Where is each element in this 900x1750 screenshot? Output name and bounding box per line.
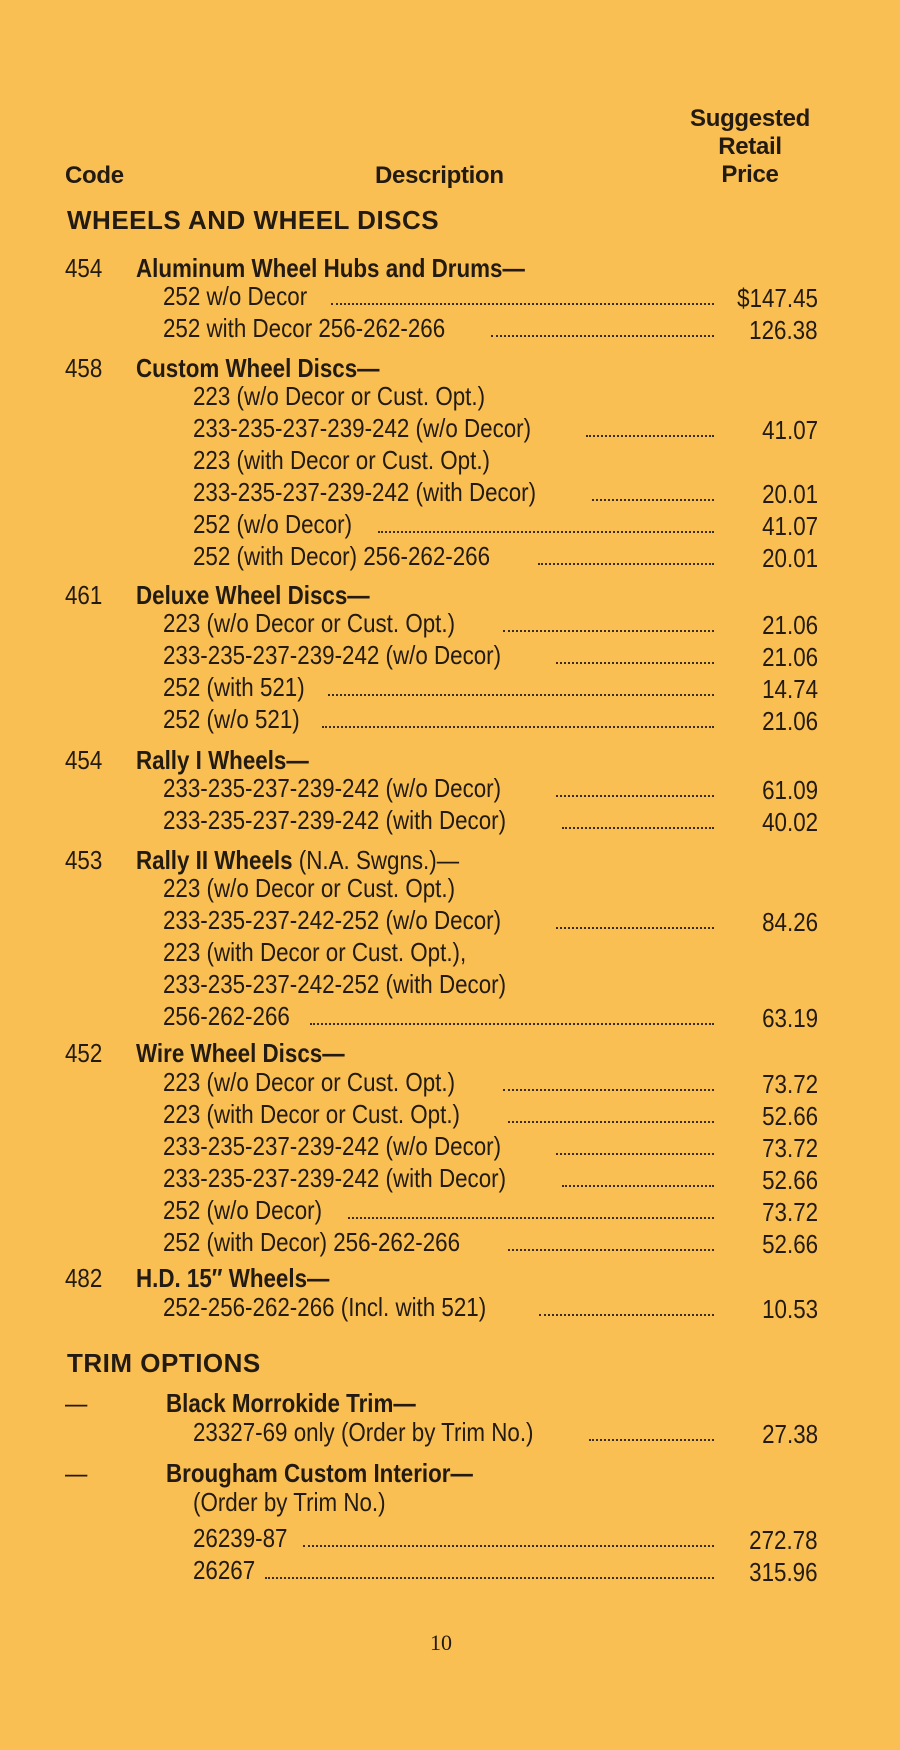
- price-value: 27.38: [762, 1419, 818, 1449]
- price-line: [163, 772, 720, 804]
- line-text: 233-235-237-239-242 (with Decor): [163, 805, 507, 835]
- dot-leader: [328, 694, 714, 696]
- price-line: [163, 1098, 720, 1130]
- line-text: 223 (with Decor or Cust. Opt.): [163, 1099, 460, 1129]
- dot-leader: [562, 827, 714, 829]
- page-number: 10: [430, 1630, 452, 1655]
- line-text: 233-235-237-242-252 (w/o Decor): [163, 905, 502, 935]
- price-value: $147.45: [737, 283, 818, 313]
- item-title: Wire Wheel Discs—: [136, 1038, 345, 1068]
- price-value: 52.66: [762, 1229, 818, 1259]
- price-line: [193, 412, 720, 444]
- price-value: 73.72: [762, 1197, 818, 1227]
- item-title: Black Morrokide Trim—: [166, 1388, 416, 1418]
- price-line: [193, 476, 720, 508]
- item-code: —: [65, 1388, 88, 1418]
- price-line: [163, 312, 720, 344]
- section-title-trim: TRIM OPTIONS: [67, 1348, 261, 1378]
- line-text: 252 (with 521): [163, 672, 305, 702]
- line-text: 26239-87: [193, 1523, 288, 1553]
- price-line: [163, 1162, 720, 1194]
- line-text: (Order by Trim No.): [193, 1487, 386, 1517]
- dot-leader: [556, 662, 714, 664]
- price-line: [163, 804, 720, 836]
- header-code: Code: [65, 162, 124, 189]
- dot-leader: [539, 1314, 714, 1316]
- dot-leader: [331, 303, 714, 305]
- line-text: 26267: [193, 1555, 256, 1585]
- price-value: 52.66: [762, 1165, 818, 1195]
- item-code: 458: [65, 353, 103, 383]
- line-text: 233-235-237-239-242 (w/o Decor): [163, 1131, 502, 1161]
- item-code: 461: [65, 580, 103, 610]
- dot-leader: [508, 1249, 714, 1251]
- price-line: [163, 1226, 720, 1258]
- price-value: 41.07: [762, 511, 818, 541]
- price-value: 315.96: [749, 1557, 818, 1587]
- dot-leader: [348, 1217, 714, 1219]
- price-line: [163, 607, 720, 639]
- dot-leader: [562, 1185, 714, 1187]
- line-text: 223 (w/o Decor or Cust. Opt.): [163, 873, 456, 903]
- line-text: 233-235-237-239-242 (w/o Decor): [193, 413, 532, 443]
- item-code: 454: [65, 745, 103, 775]
- price-line: [193, 1522, 720, 1554]
- line-text: 252 (with Decor) 256-262-266: [163, 1227, 461, 1257]
- price-line: [193, 540, 720, 572]
- price-line: [193, 1554, 720, 1586]
- price-value: 63.19: [762, 1003, 818, 1033]
- price-value: 21.06: [762, 706, 818, 736]
- text-line: [193, 444, 538, 476]
- item-code: —: [65, 1458, 88, 1488]
- line-text: 252 (w/o 521): [163, 704, 300, 734]
- price-value: 73.72: [762, 1133, 818, 1163]
- line-text: 233-235-237-239-242 (w/o Decor): [163, 640, 502, 670]
- line-text: 223 (w/o Decor or Cust. Opt.): [163, 608, 456, 638]
- item-title-note: (N.A. Swgns.)—: [292, 845, 460, 875]
- price-line: [163, 1194, 720, 1226]
- line-text: 256-262-266: [163, 1001, 290, 1031]
- price-value: 52.66: [762, 1101, 818, 1131]
- price-value: 20.01: [762, 479, 818, 509]
- price-line: [163, 1291, 720, 1323]
- text-line: [163, 936, 516, 968]
- price-line: [163, 904, 720, 936]
- header-price-line3: Price: [721, 161, 779, 188]
- dot-leader: [265, 1577, 714, 1579]
- item-code: 453: [65, 845, 103, 875]
- item-code: 482: [65, 1263, 103, 1293]
- item-title: H.D. 15″ Wheels—: [136, 1263, 330, 1293]
- dot-leader: [303, 1545, 714, 1547]
- price-value: 84.26: [762, 907, 818, 937]
- dot-leader: [586, 435, 714, 437]
- price-value: 73.72: [762, 1069, 818, 1099]
- dot-leader: [322, 726, 714, 728]
- price-value: 14.74: [762, 674, 818, 704]
- line-text: 23327-69 only (Order by Trim No.): [193, 1417, 534, 1447]
- dot-leader: [310, 1023, 714, 1025]
- price-line: [163, 639, 720, 671]
- dot-leader: [589, 1439, 714, 1441]
- section-title-wheels: WHEELS AND WHEEL DISCS: [67, 205, 440, 235]
- price-value: 10.53: [762, 1294, 818, 1324]
- price-line: [193, 1416, 720, 1448]
- price-line: [163, 1130, 720, 1162]
- line-text: 252 (w/o Decor): [193, 509, 353, 539]
- dot-leader: [556, 795, 714, 797]
- item-code: 454: [65, 253, 103, 283]
- line-text: 252 (w/o Decor): [163, 1195, 323, 1225]
- dot-leader: [503, 1089, 714, 1091]
- price-value: 20.01: [762, 543, 818, 573]
- line-text: 252 w/o Decor: [163, 281, 308, 311]
- text-line: [163, 968, 562, 1000]
- item-title: Custom Wheel Discs—: [136, 353, 380, 383]
- price-line: [193, 508, 720, 540]
- price-value: 41.07: [762, 415, 818, 445]
- price-value: 126.38: [749, 315, 818, 345]
- text-line: [193, 380, 533, 412]
- item-title: Deluxe Wheel Discs—: [136, 580, 370, 610]
- header-description: Description: [375, 162, 504, 189]
- header-price-line1: Suggested: [690, 105, 810, 132]
- price-line: [163, 703, 720, 735]
- dot-leader: [503, 630, 714, 632]
- dot-leader: [556, 1153, 714, 1155]
- price-value: 21.06: [762, 642, 818, 672]
- item-title: Aluminum Wheel Hubs and Drums—: [136, 253, 525, 283]
- price-value: 21.06: [762, 610, 818, 640]
- line-text: 252 with Decor 256-262-266: [163, 313, 446, 343]
- item-code: 452: [65, 1038, 103, 1068]
- line-text: 223 (w/o Decor or Cust. Opt.): [163, 1067, 456, 1097]
- price-line: [163, 1000, 720, 1032]
- item-title-bold: Rally II Wheels: [136, 845, 293, 875]
- dot-leader: [508, 1121, 714, 1123]
- line-text: 233-235-237-239-242 (with Decor): [163, 1163, 507, 1193]
- dot-leader: [538, 563, 714, 565]
- dot-leader: [556, 927, 714, 929]
- dot-leader: [491, 335, 714, 337]
- line-text: 223 (with Decor or Cust. Opt.): [193, 445, 490, 475]
- text-line: [163, 872, 503, 904]
- dot-leader: [378, 531, 714, 533]
- price-line: [163, 671, 720, 703]
- header-price: [680, 105, 820, 189]
- dot-leader: [592, 499, 714, 501]
- line-text: 252-256-262-266 (Incl. with 521): [163, 1292, 487, 1322]
- price-line: [163, 280, 720, 312]
- line-text: 233-235-237-239-242 (with Decor): [193, 477, 537, 507]
- line-text: 252 (with Decor) 256-262-266: [193, 541, 491, 571]
- text-line: [193, 1486, 417, 1518]
- line-text: 223 (w/o Decor or Cust. Opt.): [193, 381, 486, 411]
- price-value: 272.78: [749, 1525, 818, 1555]
- price-value: 61.09: [762, 775, 818, 805]
- header-price-line2: Retail: [718, 133, 782, 160]
- price-value: 40.02: [762, 807, 818, 837]
- item-title: Brougham Custom Interior—: [166, 1458, 473, 1488]
- line-text: 233-235-237-239-242 (w/o Decor): [163, 773, 502, 803]
- line-text: 233-235-237-242-252 (with Decor): [163, 969, 507, 999]
- price-line: [163, 1066, 720, 1098]
- line-text: 223 (with Decor or Cust. Opt.),: [163, 937, 467, 967]
- item-title: Rally I Wheels—: [136, 745, 309, 775]
